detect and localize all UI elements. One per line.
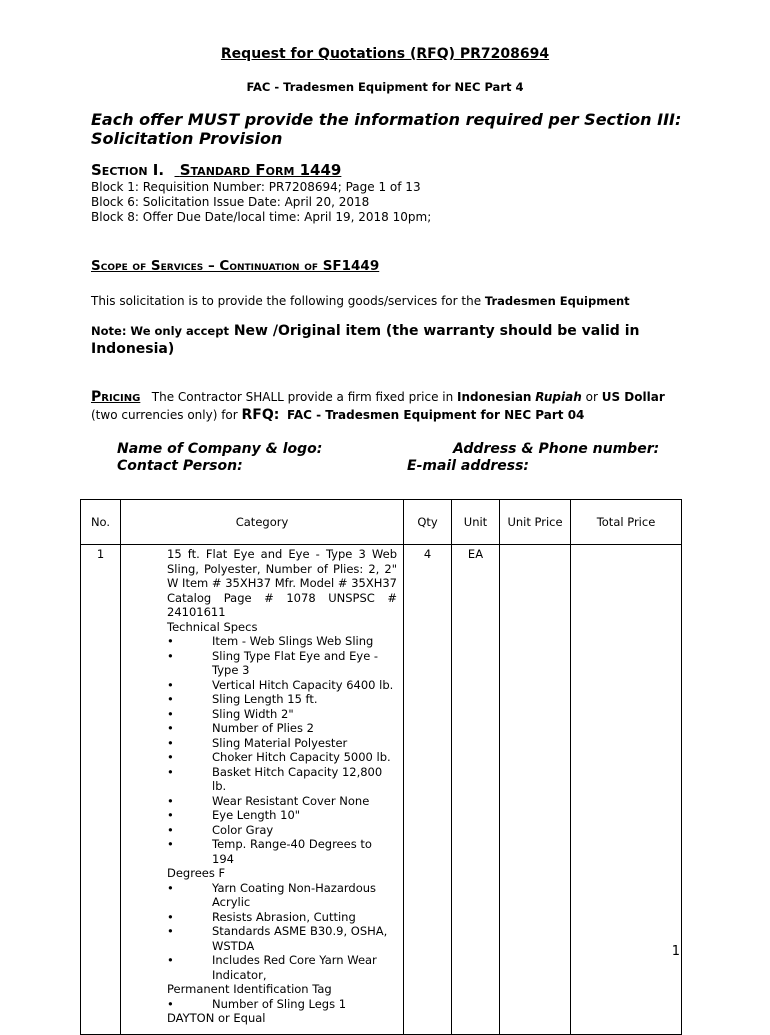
block-line: Block 8: Offer Due Date/local time: April 19, 2018 10pm;	[91, 210, 432, 224]
bullet-glyph: •	[167, 953, 174, 967]
section-1-label: Section I.	[91, 161, 165, 179]
row-qty: 4	[404, 545, 452, 1035]
spec-item	[167, 794, 397, 809]
bullet-glyph: •	[167, 909, 174, 924]
spec-item	[167, 765, 397, 794]
spec-item	[167, 823, 397, 838]
table-header-row	[81, 500, 682, 545]
spec-item	[167, 881, 397, 910]
row-category	[121, 545, 404, 1035]
spec-text: Standards ASME B30.9, OSHA, WSTDA	[212, 924, 388, 953]
rfq-value: FAC - Tradesmen Equipment for NEC Part 04	[287, 408, 585, 422]
scope-text: This solicitation is to provide the following goods/services for the Tradesmen Equipment	[91, 294, 630, 308]
section-1-heading	[91, 161, 341, 179]
spec-text: Choker Hitch Capacity 5000 lb.	[212, 750, 391, 764]
bullet-glyph: •	[167, 822, 174, 837]
scope-heading: Scope of Services – Continuation of SF1449	[91, 258, 380, 274]
spec-text: Vertical Hitch Capacity 6400 lb.	[212, 677, 394, 692]
bullet-glyph: •	[167, 793, 174, 808]
spec-item	[167, 707, 397, 722]
spec-text: Color Gray	[212, 822, 274, 837]
spec-item	[167, 837, 397, 866]
page-number: 1	[671, 944, 680, 959]
pricing-paragraph: Pricing The Contractor SHALL provide a firm fixed price in Indonesian Rupiah or US Dollar (two currencies only) for RFQ: FAC - Tradesmen Equipment for NEC Part 04	[91, 389, 665, 423]
bullet-glyph: •	[167, 677, 174, 692]
bullet-glyph: •	[167, 648, 174, 663]
spec-item	[167, 808, 397, 823]
document-subtitle: FAC - Tradesmen Equipment for NEC Part 4	[246, 80, 524, 94]
bullet-glyph: •	[167, 692, 174, 706]
bullet-glyph: •	[167, 634, 174, 648]
spec-item	[167, 678, 397, 693]
spec-continuation: Permanent Identification Tag	[167, 982, 332, 996]
address-phone-label: Address & Phone number:	[453, 441, 660, 457]
offer-notice: Each offer MUST provide the information required per Section III: Solicitation Provision	[91, 110, 682, 148]
bullet-glyph: •	[167, 880, 174, 895]
bullet-glyph: •	[167, 996, 174, 1011]
header-no: No.	[81, 500, 121, 545]
table-row	[81, 545, 682, 1035]
note-prefix: Note: We only accept	[91, 324, 229, 338]
contact-person-label: Contact Person:	[117, 458, 243, 474]
block-list	[91, 180, 431, 225]
bullet-glyph: •	[167, 750, 174, 764]
block-line: Block 1: Requisition Number: PR7208694; Page 1 of 13	[91, 180, 421, 194]
scope-bold: Tradesmen Equipment	[484, 294, 630, 308]
spec-text: Temp. Range-40 Degrees to 194	[212, 837, 372, 866]
header-unit: Unit	[452, 500, 500, 545]
spec-text: Sling Material Polyester	[212, 735, 348, 750]
spec-text: Wear Resistant Cover None	[212, 793, 370, 808]
spec-item	[167, 953, 397, 982]
header-unit-price: Unit Price	[500, 500, 571, 545]
row-unit-price	[500, 545, 571, 1035]
spec-item	[167, 750, 397, 765]
item-closing: DAYTON or Equal	[167, 1011, 266, 1025]
bullet-glyph: •	[167, 721, 174, 735]
spec-item	[167, 736, 397, 751]
quotation-table	[80, 499, 682, 1035]
spec-item	[167, 692, 397, 707]
document-title: Request for Quotations (RFQ) PR7208694	[220, 46, 550, 62]
specs-heading: Technical Specs	[167, 619, 258, 634]
spec-text: Eye Length 10"	[212, 808, 301, 822]
email-label: E-mail address:	[407, 458, 530, 474]
block-line: Block 6: Solicitation Issue Date: April 20, 2018	[91, 195, 370, 209]
spec-text: Includes Red Core Yarn Wear Indicator,	[212, 953, 377, 982]
row-total-price	[571, 545, 682, 1035]
bullet-glyph: •	[167, 837, 174, 851]
spec-text: Yarn Coating Non-Hazardous Acrylic	[212, 880, 377, 909]
bullet-glyph: •	[167, 764, 174, 779]
row-unit: EA	[452, 545, 500, 1035]
row-number: 1	[81, 545, 121, 1035]
spec-text: Item - Web Slings Web Sling	[212, 634, 374, 648]
spec-text: Resists Abrasion, Cutting	[212, 909, 356, 924]
note-rest: New /Original item (the warranty should be valid in Indonesia)	[91, 323, 640, 357]
spec-continuation: Degrees F	[167, 866, 226, 880]
bullet-glyph: •	[167, 924, 174, 938]
bullet-glyph: •	[167, 735, 174, 750]
company-name-label: Name of Company & logo:	[117, 441, 323, 457]
item-description: 15 ft. Flat Eye and Eye - Type 3 Web Sling, Polyester, Number of Plies: 2, 2" W Item # 35XH37 Mfr. Model # 35XH37 Catalog Page # 1078 UNSPSC # 24101611	[167, 547, 397, 619]
spec-item	[167, 924, 397, 953]
spec-item	[167, 997, 397, 1012]
spec-item	[167, 910, 397, 925]
header-qty: Qty	[404, 500, 452, 545]
spec-text: Number of Sling Legs 1	[212, 996, 347, 1011]
bullet-glyph: •	[167, 706, 174, 721]
spec-text: Sling Type Flat Eye and Eye - Type 3	[212, 648, 379, 677]
header-total-price: Total Price	[571, 500, 682, 545]
header-category: Category	[121, 500, 404, 545]
rfq-label: RFQ:	[241, 407, 280, 423]
note-text	[91, 322, 671, 358]
spec-text: Sling Length 15 ft.	[212, 692, 318, 706]
spec-item	[167, 649, 397, 678]
section-1-form: Standard Form 1449	[179, 161, 342, 179]
spec-text: Basket Hitch Capacity 12,800 lb.	[212, 764, 383, 793]
spec-item	[167, 721, 397, 736]
pricing-heading: Pricing	[91, 389, 141, 405]
bullet-glyph: •	[167, 808, 174, 822]
spec-text: Sling Width 2"	[212, 706, 294, 721]
spec-text: Number of Plies 2	[212, 721, 314, 735]
spec-item	[167, 634, 397, 649]
